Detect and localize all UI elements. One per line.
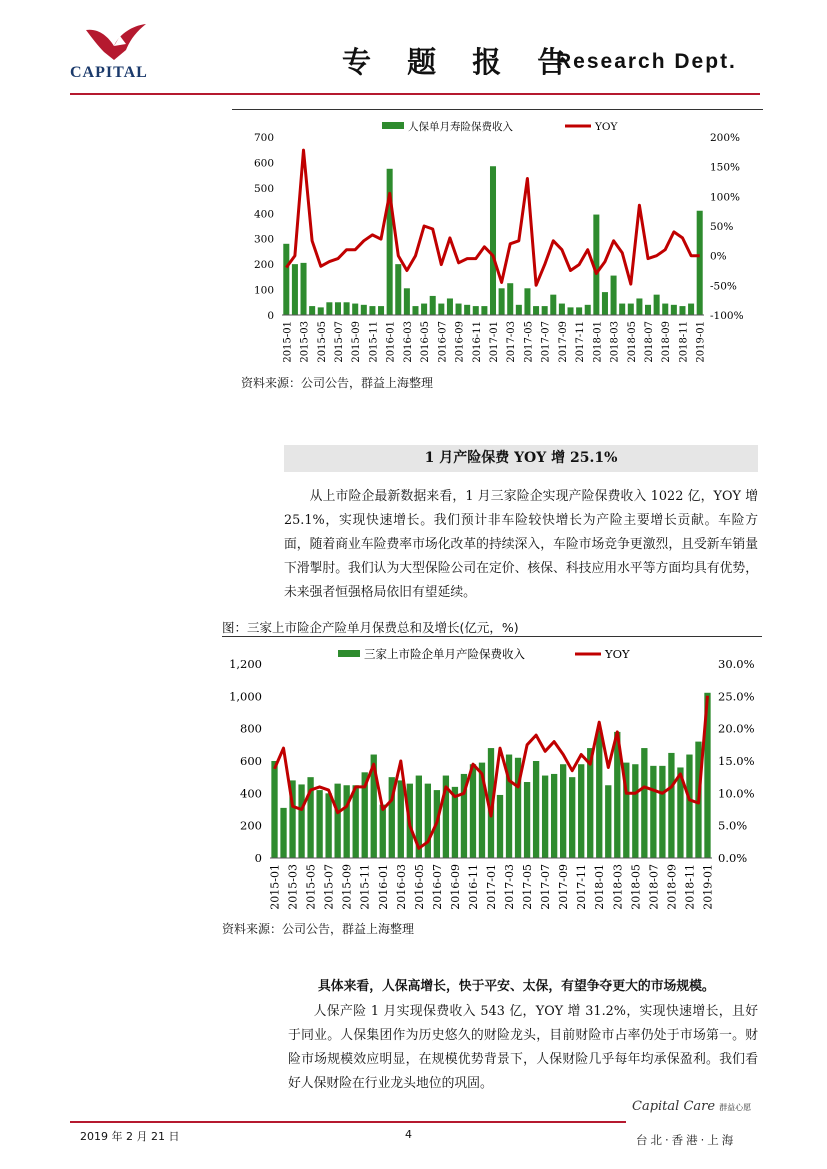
y-right-tick-label: -50% xyxy=(710,280,737,293)
bar xyxy=(499,288,505,315)
bar xyxy=(550,295,556,315)
x-tick-label: 2015-05 xyxy=(304,864,318,910)
bar xyxy=(318,307,324,315)
section-paragraph: 从上市险企最新数据来看，1 月三家险企实现产险保费收入 1022 亿，YOY 增 25.1%，实现快速增长。我们预计非车险较快增长为产险主要增长贡献。车险方面，随着商业车险费率市场化改革的持续深入，车险市场竞争更激烈，且受新车销量下滑掣肘。我们认为大型保险公司在定价、核保、科技应用水平等方面均具有优势，未来强者恒强格局依旧有望延续。 xyxy=(284,489,758,600)
bar xyxy=(576,307,582,315)
y-right-tick-label: 200% xyxy=(710,132,741,144)
bar xyxy=(490,166,496,315)
bar xyxy=(470,764,476,858)
bar xyxy=(387,169,393,315)
bar xyxy=(430,296,436,315)
bar xyxy=(551,774,557,858)
bar xyxy=(316,790,322,858)
bar xyxy=(497,795,503,858)
x-tick-label: 2016-09 xyxy=(454,321,466,363)
y-right-tick-label: 150% xyxy=(710,161,741,174)
brand-name: Capital Care xyxy=(632,1099,716,1114)
bar xyxy=(567,307,573,315)
x-tick-label: 2016-05 xyxy=(412,864,426,910)
x-tick-label: 2017-03 xyxy=(506,321,518,363)
y-right-tick-label: 0% xyxy=(710,250,727,263)
bar xyxy=(596,730,602,858)
y-left-tick-label: 400 xyxy=(253,208,274,221)
legend-bar-label: 人保单月寿险保费收入 xyxy=(408,121,513,133)
bar xyxy=(404,288,410,315)
capital-logo-icon xyxy=(84,22,164,64)
bar xyxy=(361,305,367,315)
x-tick-label: 2015-11 xyxy=(358,864,372,910)
y-right-tick-label: 10.0% xyxy=(718,786,755,801)
x-tick-label: 2016-11 xyxy=(466,864,480,910)
x-tick-label: 2017-07 xyxy=(539,864,553,910)
y-right-tick-label: -100% xyxy=(710,310,744,322)
bar xyxy=(298,784,304,858)
x-tick-label: 2018-01 xyxy=(593,864,607,910)
y-right-tick-label: 25.0% xyxy=(718,689,755,704)
bar xyxy=(353,785,359,858)
bar xyxy=(602,292,608,315)
highlight-sentence: 具体来看，人保高增长，快于平安、太保，有望争夺更大的市场规模。 xyxy=(318,979,715,994)
y-left-tick-label: 700 xyxy=(253,132,274,144)
bar xyxy=(671,305,677,315)
y-right-tick-label: 5.0% xyxy=(718,818,748,833)
bar xyxy=(271,761,277,858)
bar xyxy=(585,305,591,315)
legend-bar-label: 三家上市险企单月产险保费收入 xyxy=(364,647,525,661)
bar xyxy=(352,304,358,315)
bar xyxy=(421,304,427,315)
bar xyxy=(507,283,513,315)
x-tick-label: 2016-01 xyxy=(385,321,397,363)
bar xyxy=(344,785,350,858)
x-tick-label: 2018-01 xyxy=(592,321,604,363)
chart1-life-premium xyxy=(220,112,760,374)
y-left-tick-label: 1,000 xyxy=(229,689,262,704)
bar xyxy=(524,782,530,858)
bar xyxy=(605,785,611,858)
x-tick-label: 2017-01 xyxy=(485,864,498,910)
x-tick-label: 2017-05 xyxy=(523,321,535,363)
chart2-top-rule xyxy=(222,636,762,637)
capital-logo-text: CAPITAL xyxy=(70,64,148,81)
bar xyxy=(325,793,331,858)
bar xyxy=(456,304,462,315)
bar xyxy=(280,808,286,858)
x-tick-label: 2018-05 xyxy=(629,864,643,910)
bar xyxy=(533,306,539,315)
header-rule xyxy=(70,93,760,95)
x-tick-label: 2016-03 xyxy=(394,864,408,910)
x-tick-label: 2017-05 xyxy=(521,864,535,910)
figure-caption: 图：三家上市险企产险单月保费总和及增长(亿元，%) xyxy=(222,620,519,635)
y-right-tick-label: 30.0% xyxy=(718,657,755,671)
bar xyxy=(524,288,530,315)
chart2-source: 资料来源：公司公告，群益上海整理 xyxy=(222,922,415,936)
y-right-tick-label: 15.0% xyxy=(718,754,755,768)
bar xyxy=(464,305,470,315)
bar xyxy=(668,753,674,858)
bar xyxy=(378,306,384,315)
x-tick-label: 2018-09 xyxy=(665,864,679,910)
x-tick-label: 2016-01 xyxy=(376,864,390,910)
y-left-tick-label: 200 xyxy=(253,259,274,272)
x-tick-label: 2018-09 xyxy=(661,321,673,363)
footer-date: 2019 年 2 月 21 日 xyxy=(80,1130,180,1143)
x-tick-label: 2017-11 xyxy=(575,321,587,363)
bar xyxy=(697,211,703,315)
bar xyxy=(344,302,350,315)
x-tick-label: 2015-07 xyxy=(322,864,336,910)
y-left-tick-label: 1,200 xyxy=(229,657,262,671)
legend-line-label: YOY xyxy=(595,121,618,133)
x-tick-label: 2019-01 xyxy=(701,864,715,910)
bar xyxy=(578,764,584,858)
x-tick-label: 2015-01 xyxy=(282,321,294,363)
bar xyxy=(398,780,404,858)
bar xyxy=(611,276,617,315)
body-paragraph: 人保产险 1 月实现保费收入 543 亿，YOY 增 31.2%，实现快速增长，且好于同业。人保集团作为历史悠久的财险龙头，目前财险市占率仍处于市场第一。财险市场规模效应明显，在规模优势背景下，人保财险几乎每年均承保盈利。我们看好人保财险在行业龙头地位的巩固。 xyxy=(288,1004,758,1091)
y-right-tick-label: 0.0% xyxy=(718,851,748,865)
bar xyxy=(533,761,539,858)
y-left-tick-label: 500 xyxy=(253,182,274,195)
y-left-tick-label: 300 xyxy=(253,233,274,246)
bar xyxy=(569,777,575,858)
chart1-source: 资料来源：公司公告，群益上海整理 xyxy=(241,376,434,390)
bar xyxy=(560,764,566,858)
bar xyxy=(309,306,315,315)
bar xyxy=(641,748,647,858)
x-tick-label: 2017-09 xyxy=(557,864,571,910)
x-tick-label: 2016-05 xyxy=(420,321,432,363)
bar xyxy=(654,295,660,315)
x-tick-label: 2015-09 xyxy=(340,864,354,910)
bar xyxy=(438,304,444,315)
x-tick-label: 2017-03 xyxy=(503,864,517,910)
chart1-top-rule xyxy=(232,109,763,110)
section-title-box xyxy=(284,445,758,472)
bar xyxy=(447,298,453,315)
x-tick-label: 2017-11 xyxy=(575,864,589,910)
x-tick-label: 2015-03 xyxy=(286,864,300,910)
y-left-tick-label: 600 xyxy=(240,754,262,768)
legend-bar-swatch xyxy=(382,122,404,129)
bar xyxy=(516,305,522,315)
bar xyxy=(559,304,565,315)
footer-rule xyxy=(70,1121,626,1123)
bar xyxy=(380,805,386,858)
x-tick-label: 2018-03 xyxy=(609,321,621,363)
x-tick-label: 2016-11 xyxy=(471,321,483,363)
y-left-tick-label: 200 xyxy=(240,818,262,833)
chart2-property-premium xyxy=(220,640,760,915)
y-left-tick-label: 100 xyxy=(253,284,274,297)
bar xyxy=(542,776,548,858)
x-tick-label: 2018-05 xyxy=(626,321,638,363)
bar xyxy=(412,306,418,315)
bar xyxy=(632,764,638,858)
bar xyxy=(481,306,487,315)
bar xyxy=(688,304,694,315)
x-tick-label: 2018-11 xyxy=(678,321,690,363)
research-dept-label: Research Dept. xyxy=(556,50,737,73)
x-tick-label: 2017-07 xyxy=(540,321,552,363)
x-tick-label: 2015-03 xyxy=(299,321,311,363)
bar xyxy=(301,263,307,315)
bar xyxy=(395,264,401,315)
bar xyxy=(659,766,665,858)
bar xyxy=(636,298,642,315)
y-right-tick-label: 100% xyxy=(710,191,741,204)
brand-cn: 群益心愿 xyxy=(719,1103,752,1112)
x-tick-label: 2018-07 xyxy=(647,864,661,910)
bar xyxy=(369,306,375,315)
page-number: 4 xyxy=(405,1128,412,1141)
report-title: 专 题 报 告 xyxy=(342,45,580,79)
bar xyxy=(326,302,332,315)
bar xyxy=(292,264,298,315)
legend-bar-swatch xyxy=(338,650,360,657)
y-right-tick-label: 20.0% xyxy=(718,721,755,736)
bar xyxy=(283,244,289,315)
bar xyxy=(334,784,340,858)
y-left-tick-label: 0 xyxy=(267,310,274,322)
y-right-tick-label: 50% xyxy=(710,221,734,233)
x-tick-label: 2017-01 xyxy=(489,321,500,363)
x-tick-label: 2017-09 xyxy=(557,321,569,363)
x-tick-label: 2015-05 xyxy=(316,321,328,363)
bar xyxy=(628,304,634,315)
y-left-tick-label: 800 xyxy=(240,721,262,736)
footer-cities: 台北·香港·上海 xyxy=(636,1133,737,1147)
bar xyxy=(650,766,656,858)
legend-line-label: YOY xyxy=(605,647,630,661)
x-tick-label: 2018-07 xyxy=(644,321,656,363)
x-tick-label: 2016-09 xyxy=(448,864,462,910)
bar xyxy=(619,304,625,315)
bar xyxy=(335,302,341,315)
x-tick-label: 2015-11 xyxy=(368,321,380,363)
x-tick-label: 2019-01 xyxy=(695,321,707,363)
section-title: 1 月产险保费 YOY 增 25.1% xyxy=(424,450,618,466)
bar xyxy=(645,305,651,315)
x-tick-label: 2018-11 xyxy=(683,864,697,910)
y-left-tick-label: 0 xyxy=(254,851,262,865)
x-tick-label: 2016-03 xyxy=(402,321,414,363)
bar xyxy=(473,306,479,315)
capital-care-brand xyxy=(632,1099,751,1114)
bar xyxy=(542,306,548,315)
bar xyxy=(425,784,431,858)
y-left-tick-label: 600 xyxy=(253,157,274,170)
x-tick-label: 2015-01 xyxy=(268,864,282,910)
x-tick-label: 2018-03 xyxy=(611,864,625,910)
x-tick-label: 2015-07 xyxy=(333,321,345,363)
bar xyxy=(679,306,685,315)
x-tick-label: 2016-07 xyxy=(430,864,444,910)
y-left-tick-label: 400 xyxy=(240,786,262,801)
x-tick-label: 2016-07 xyxy=(437,321,449,363)
bar xyxy=(686,755,692,858)
bar xyxy=(662,304,668,315)
x-tick-label: 2015-09 xyxy=(351,321,363,363)
